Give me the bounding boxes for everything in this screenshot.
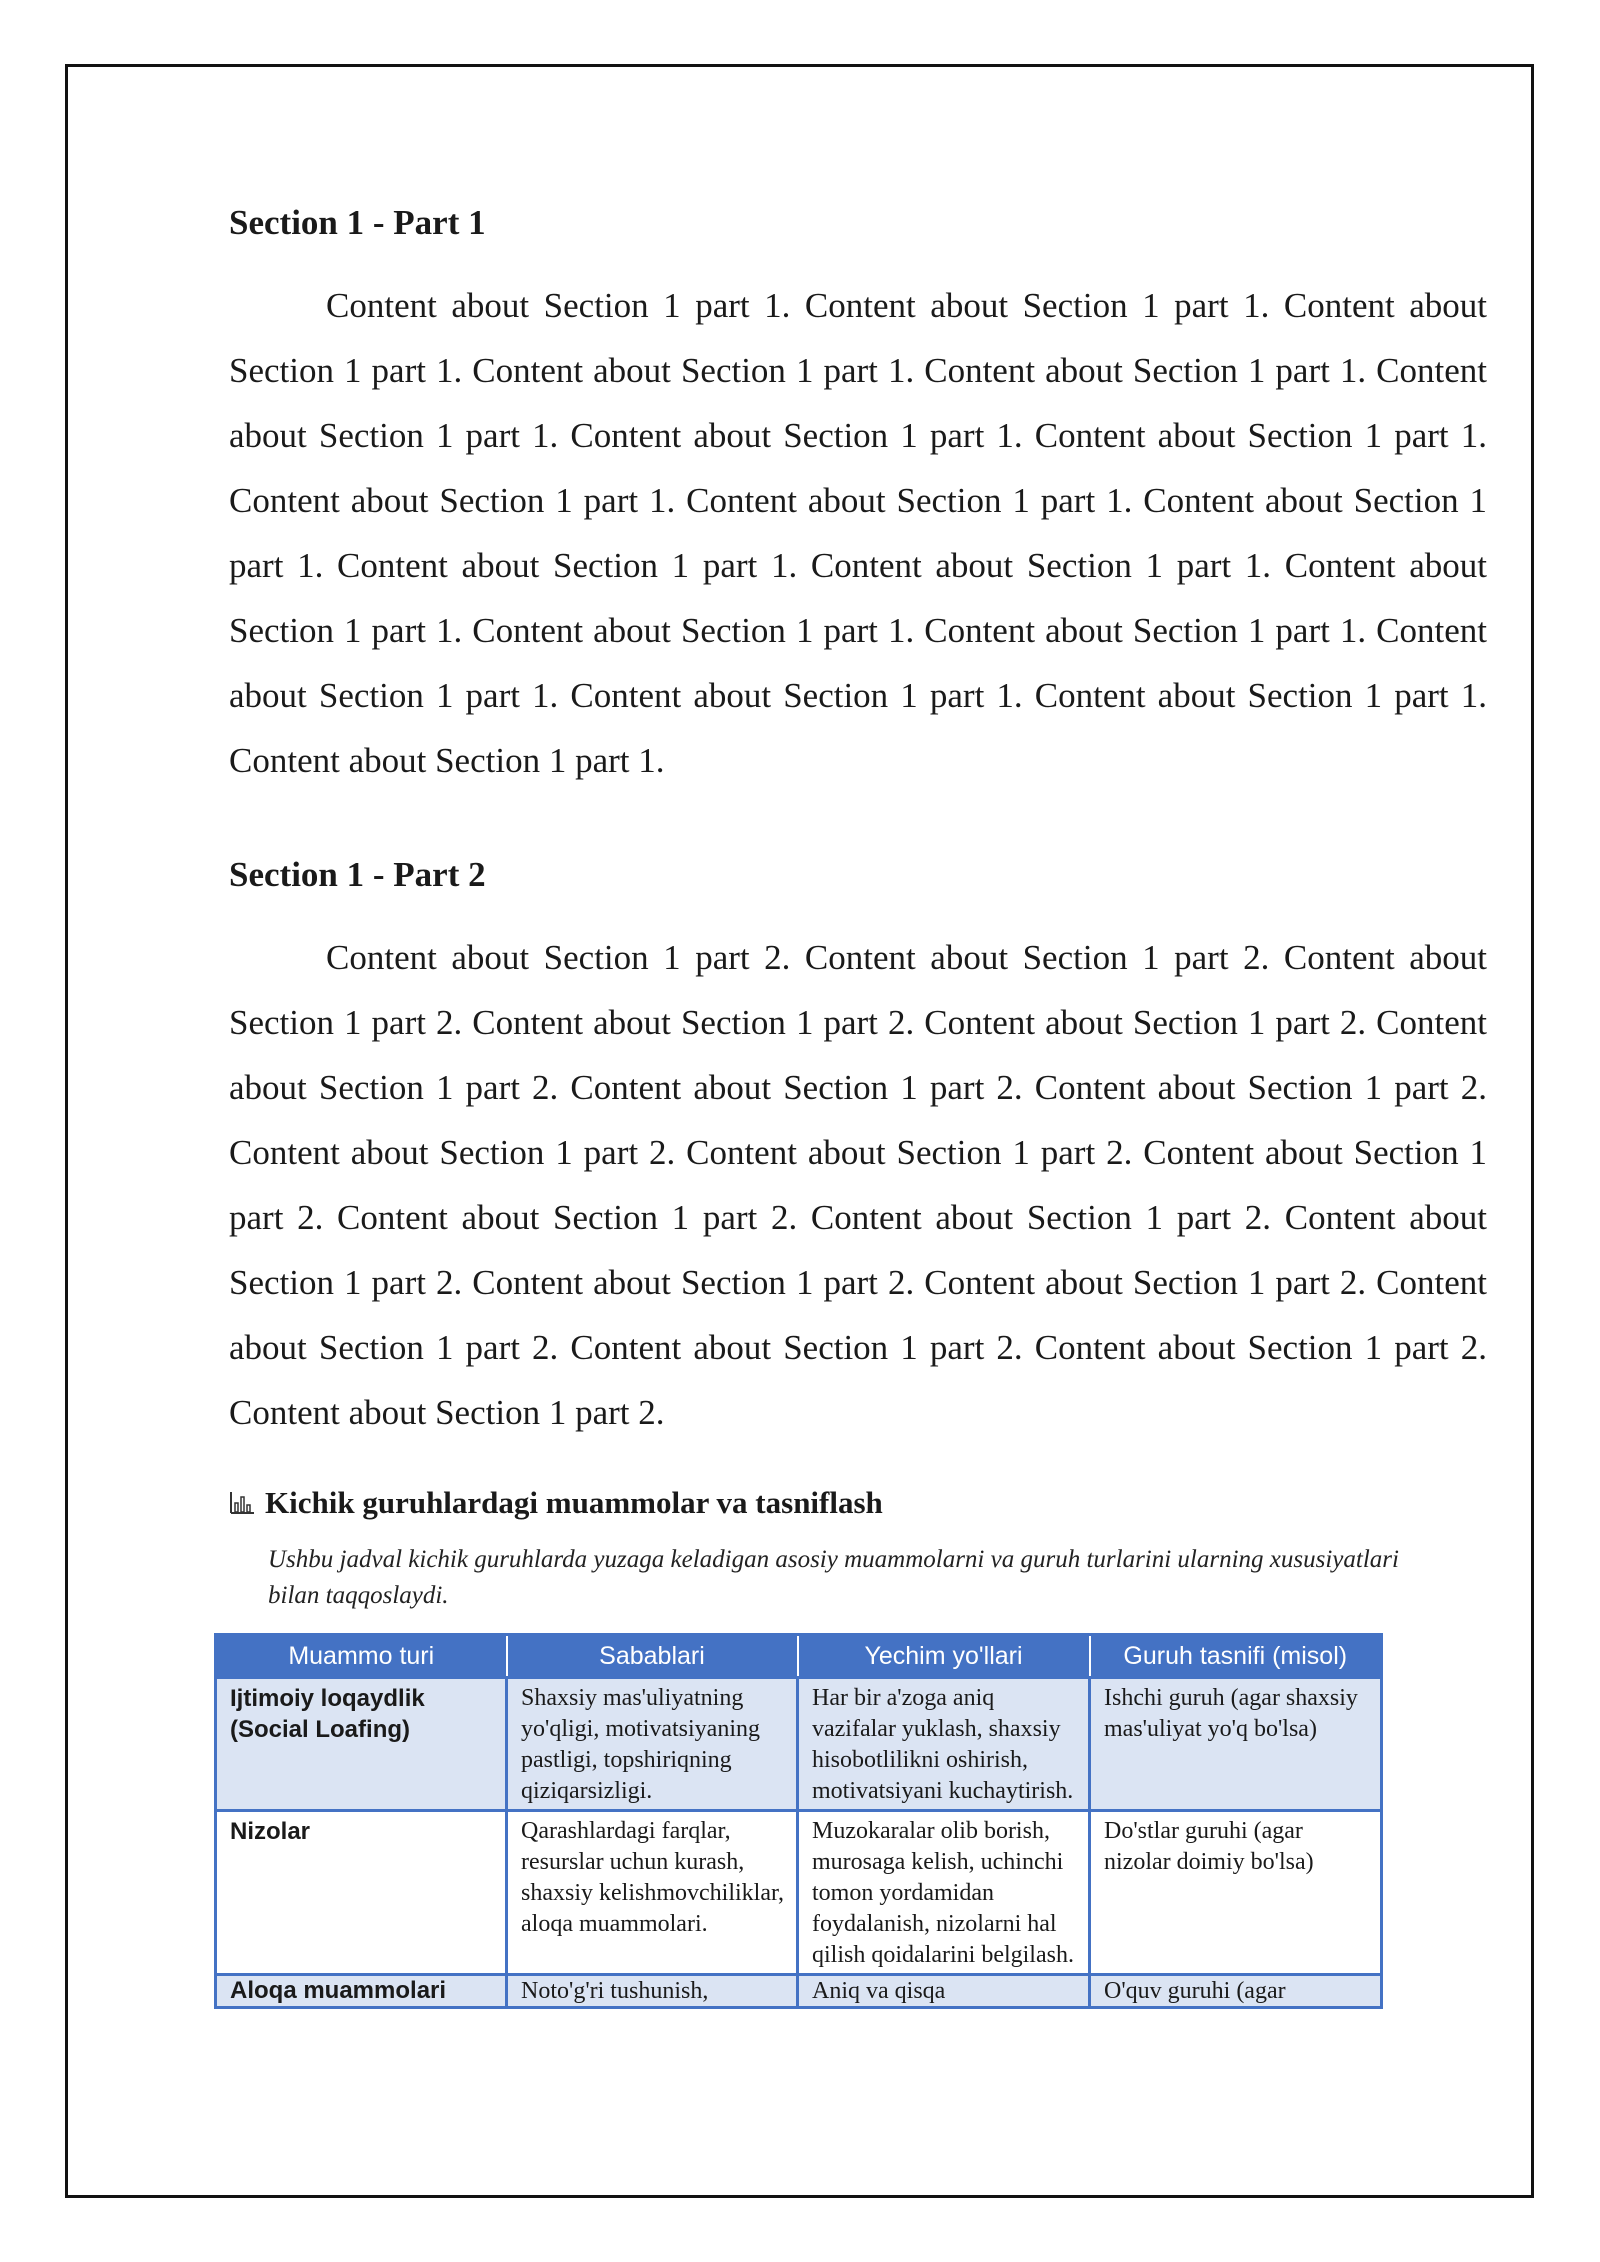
table-title	[229, 1485, 883, 1521]
table-row	[216, 1811, 1382, 1975]
table-cell: O'quv guruhi (agar	[1090, 1975, 1382, 2008]
problems-table	[214, 1633, 1383, 2009]
table-header-row	[216, 1635, 1382, 1678]
table-row	[216, 1975, 1382, 2008]
table-cell: Ishchi guruh (agar shaxsiy mas'uliyat yo'q bo'lsa)	[1090, 1678, 1382, 1811]
table-cell: Shaxsiy mas'uliyatning yo'qligi, motivatsiyaning pastligi, topshiriqning qiziqarsizligi.	[507, 1678, 798, 1811]
table-cell: Qarashlardagi farqlar, resurslar uchun kurash, shaxsiy kelishmovchiliklar, aloqa muammolari.	[507, 1811, 798, 1975]
table-cell: Ijtimoiy loqaydlik (Social Loafing)	[216, 1678, 507, 1811]
section-body: Content about Section 1 part 2. Content about Section 1 part 2. Content about Section 1 part 2. Content about Section 1 part 2. Content about Section 1 part 2. Content about Section 1 part 2. Content about Section 1 part 2. Content about Section 1 part 2. Content about Section 1 part 2. Content about Section 1 part 2. Content about Section 1 part 2. Content about Section 1 part 2. Content about Section 1 part 2. Content about Section 1 part 2. Content about Section 1 part 2. Content about Section 1 part 2. Content about Section 1 part 2. Content about Section 1 part 2. Content about Section 1 part 2. Content about Section 1 part 2.	[229, 938, 1487, 1432]
section-heading: Section 1 - Part 2	[229, 855, 486, 894]
table-row	[216, 1678, 1382, 1811]
column-header: Guruh tasnifi (misol)	[1090, 1635, 1382, 1678]
table-cell: Aniq va qisqa	[798, 1975, 1090, 2008]
table-cell: Do'stlar guruhi (agar nizolar doimiy bo'lsa)	[1090, 1811, 1382, 1975]
column-header: Yechim yo'llari	[798, 1635, 1090, 1678]
table-title-text: Kichik guruhlardagi muammolar va tasniflash	[265, 1485, 883, 1520]
column-header: Muammo turi	[216, 1635, 507, 1678]
column-header: Sabablari	[507, 1635, 798, 1678]
table-cell: Noto'g'ri tushunish,	[507, 1975, 798, 2008]
table-cell: Aloqa muammolari	[216, 1975, 507, 2008]
table-cell: Har bir a'zoga aniq vazifalar yuklash, shaxsiy hisobotlilikni oshirish, motivatsiyani kuchaytirish.	[798, 1678, 1090, 1811]
bar-chart-icon	[229, 1491, 255, 1515]
table-cell: Muzokaralar olib borish, murosaga kelish, uchinchi tomon yordamidan foydalanish, nizolarni hal qilish qoidalarini belgilash.	[798, 1811, 1090, 1975]
section-body: Content about Section 1 part 1. Content about Section 1 part 1. Content about Section 1 part 1. Content about Section 1 part 1. Content about Section 1 part 1. Content about Section 1 part 1. Content about Section 1 part 1. Content about Section 1 part 1. Content about Section 1 part 1. Content about Section 1 part 1. Content about Section 1 part 1. Content about Section 1 part 1. Content about Section 1 part 1. Content about Section 1 part 1. Content about Section 1 part 1. Content about Section 1 part 1. Content about Section 1 part 1. Content about Section 1 part 1. Content about Section 1 part 1. Content about Section 1 part 1.	[229, 286, 1487, 780]
table-caption: Ushbu jadval kichik guruhlarda yuzaga keladigan asosiy muammolarni va guruh turlarini ularning xususiyatlari bilan taqqoslaydi.	[268, 1546, 1399, 1609]
table-cell: Nizolar	[216, 1811, 507, 1975]
section-heading: Section 1 - Part 1	[229, 203, 486, 242]
